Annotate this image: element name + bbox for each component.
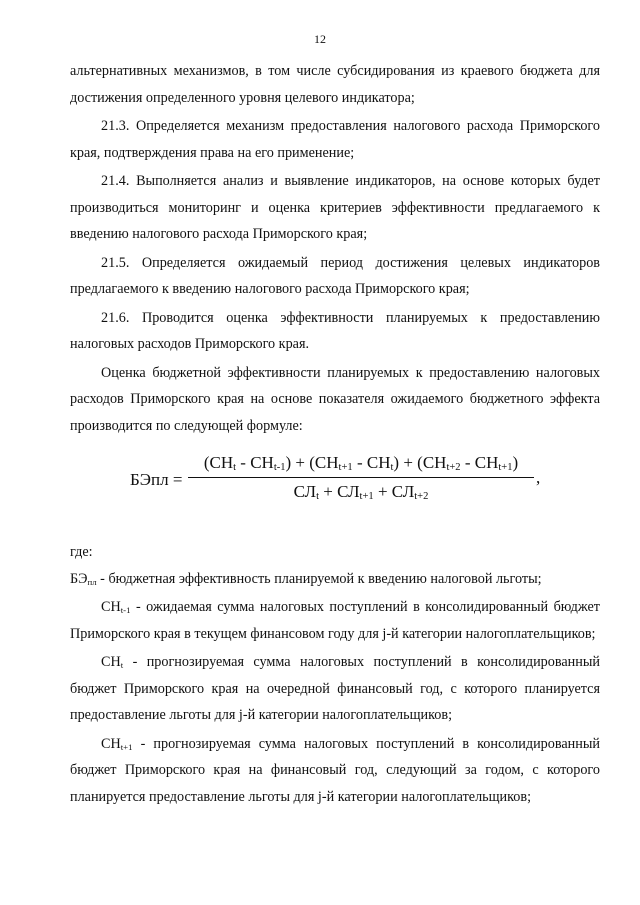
formula-numerator: $(СН_t - СН_{t-1}) + (СН_{t+1} - СН_t) + (СН_{t+2} - СН_{t+1})$ — [188, 451, 534, 478]
paragraph-21-6: 21.6. Проводится оценка эффективности планируемых к предоставлению налоговых расходов Приморского края. — [70, 309, 600, 352]
page-number: 12 — [314, 32, 326, 46]
definition-be-pl: $БЭ_{пл}$ - бюджетная эффективность планируемой к введению налоговой льготы; — [70, 570, 542, 587]
formula-lhs: БЭпл = — [130, 470, 183, 489]
formula-denominator: $СЛ_t + СЛ_{t+1} + СЛ_{t+2}$ — [293, 482, 429, 503]
budget-efficiency-formula — [70, 449, 600, 519]
document-body — [70, 58, 600, 810]
definition-sn-t-1: $СН_{t-1}$ - ожидаемая сумма налоговых поступлений в консолидированный бюджет Приморского края в текущем финансовом году для j-й категории налогоплательщиков; — [70, 599, 600, 642]
paragraph-continuation: альтернативных механизмов, в том числе субсидирования из краевого бюджета для достижения определенного уровня целевого индикатора; — [70, 63, 600, 106]
formula-fraction — [188, 451, 534, 504]
paragraph-21-5: 21.5. Определяется ожидаемый период достижения целевых индикаторов предлагаемого к введению налогового расхода Приморского края; — [70, 254, 600, 297]
paragraph-formula-intro: Оценка бюджетной эффективности планируемых к предоставлению налоговых расходов Приморского края на основе показателя ожидаемого бюджетного эффекта производится по следующей формуле: — [70, 364, 600, 434]
definition-sn-t-plus-1: $СН_{t+1}$ - прогнозируемая сумма налоговых поступлений в консолидированный бюджет Приморского края на финансовый год, следующий за годом, с которого планируется предоставление льготы для j-й категории налогоплательщиков; — [70, 735, 600, 805]
definition-sn-t: $СН_t$ - прогнозируемая сумма налоговых поступлений в консолидированный бюджет Приморского края на очередной финансовый год, с которого планируется предоставление льготы для j-й категории налогоплательщиков; — [70, 654, 600, 723]
paragraph-21-3: 21.3. Определяется механизм предоставления налогового расхода Приморского края, подтверждения права на его применение; — [70, 118, 600, 161]
where-label: где: — [70, 544, 93, 560]
paragraph-21-4: 21.4. Выполняется анализ и выявление индикаторов, на основе которых будет производиться мониторинг и оценка критериев эффективности предлагаемого к введению налогового расхода Приморского края; — [70, 173, 600, 242]
formula-comma: , — [536, 468, 541, 487]
